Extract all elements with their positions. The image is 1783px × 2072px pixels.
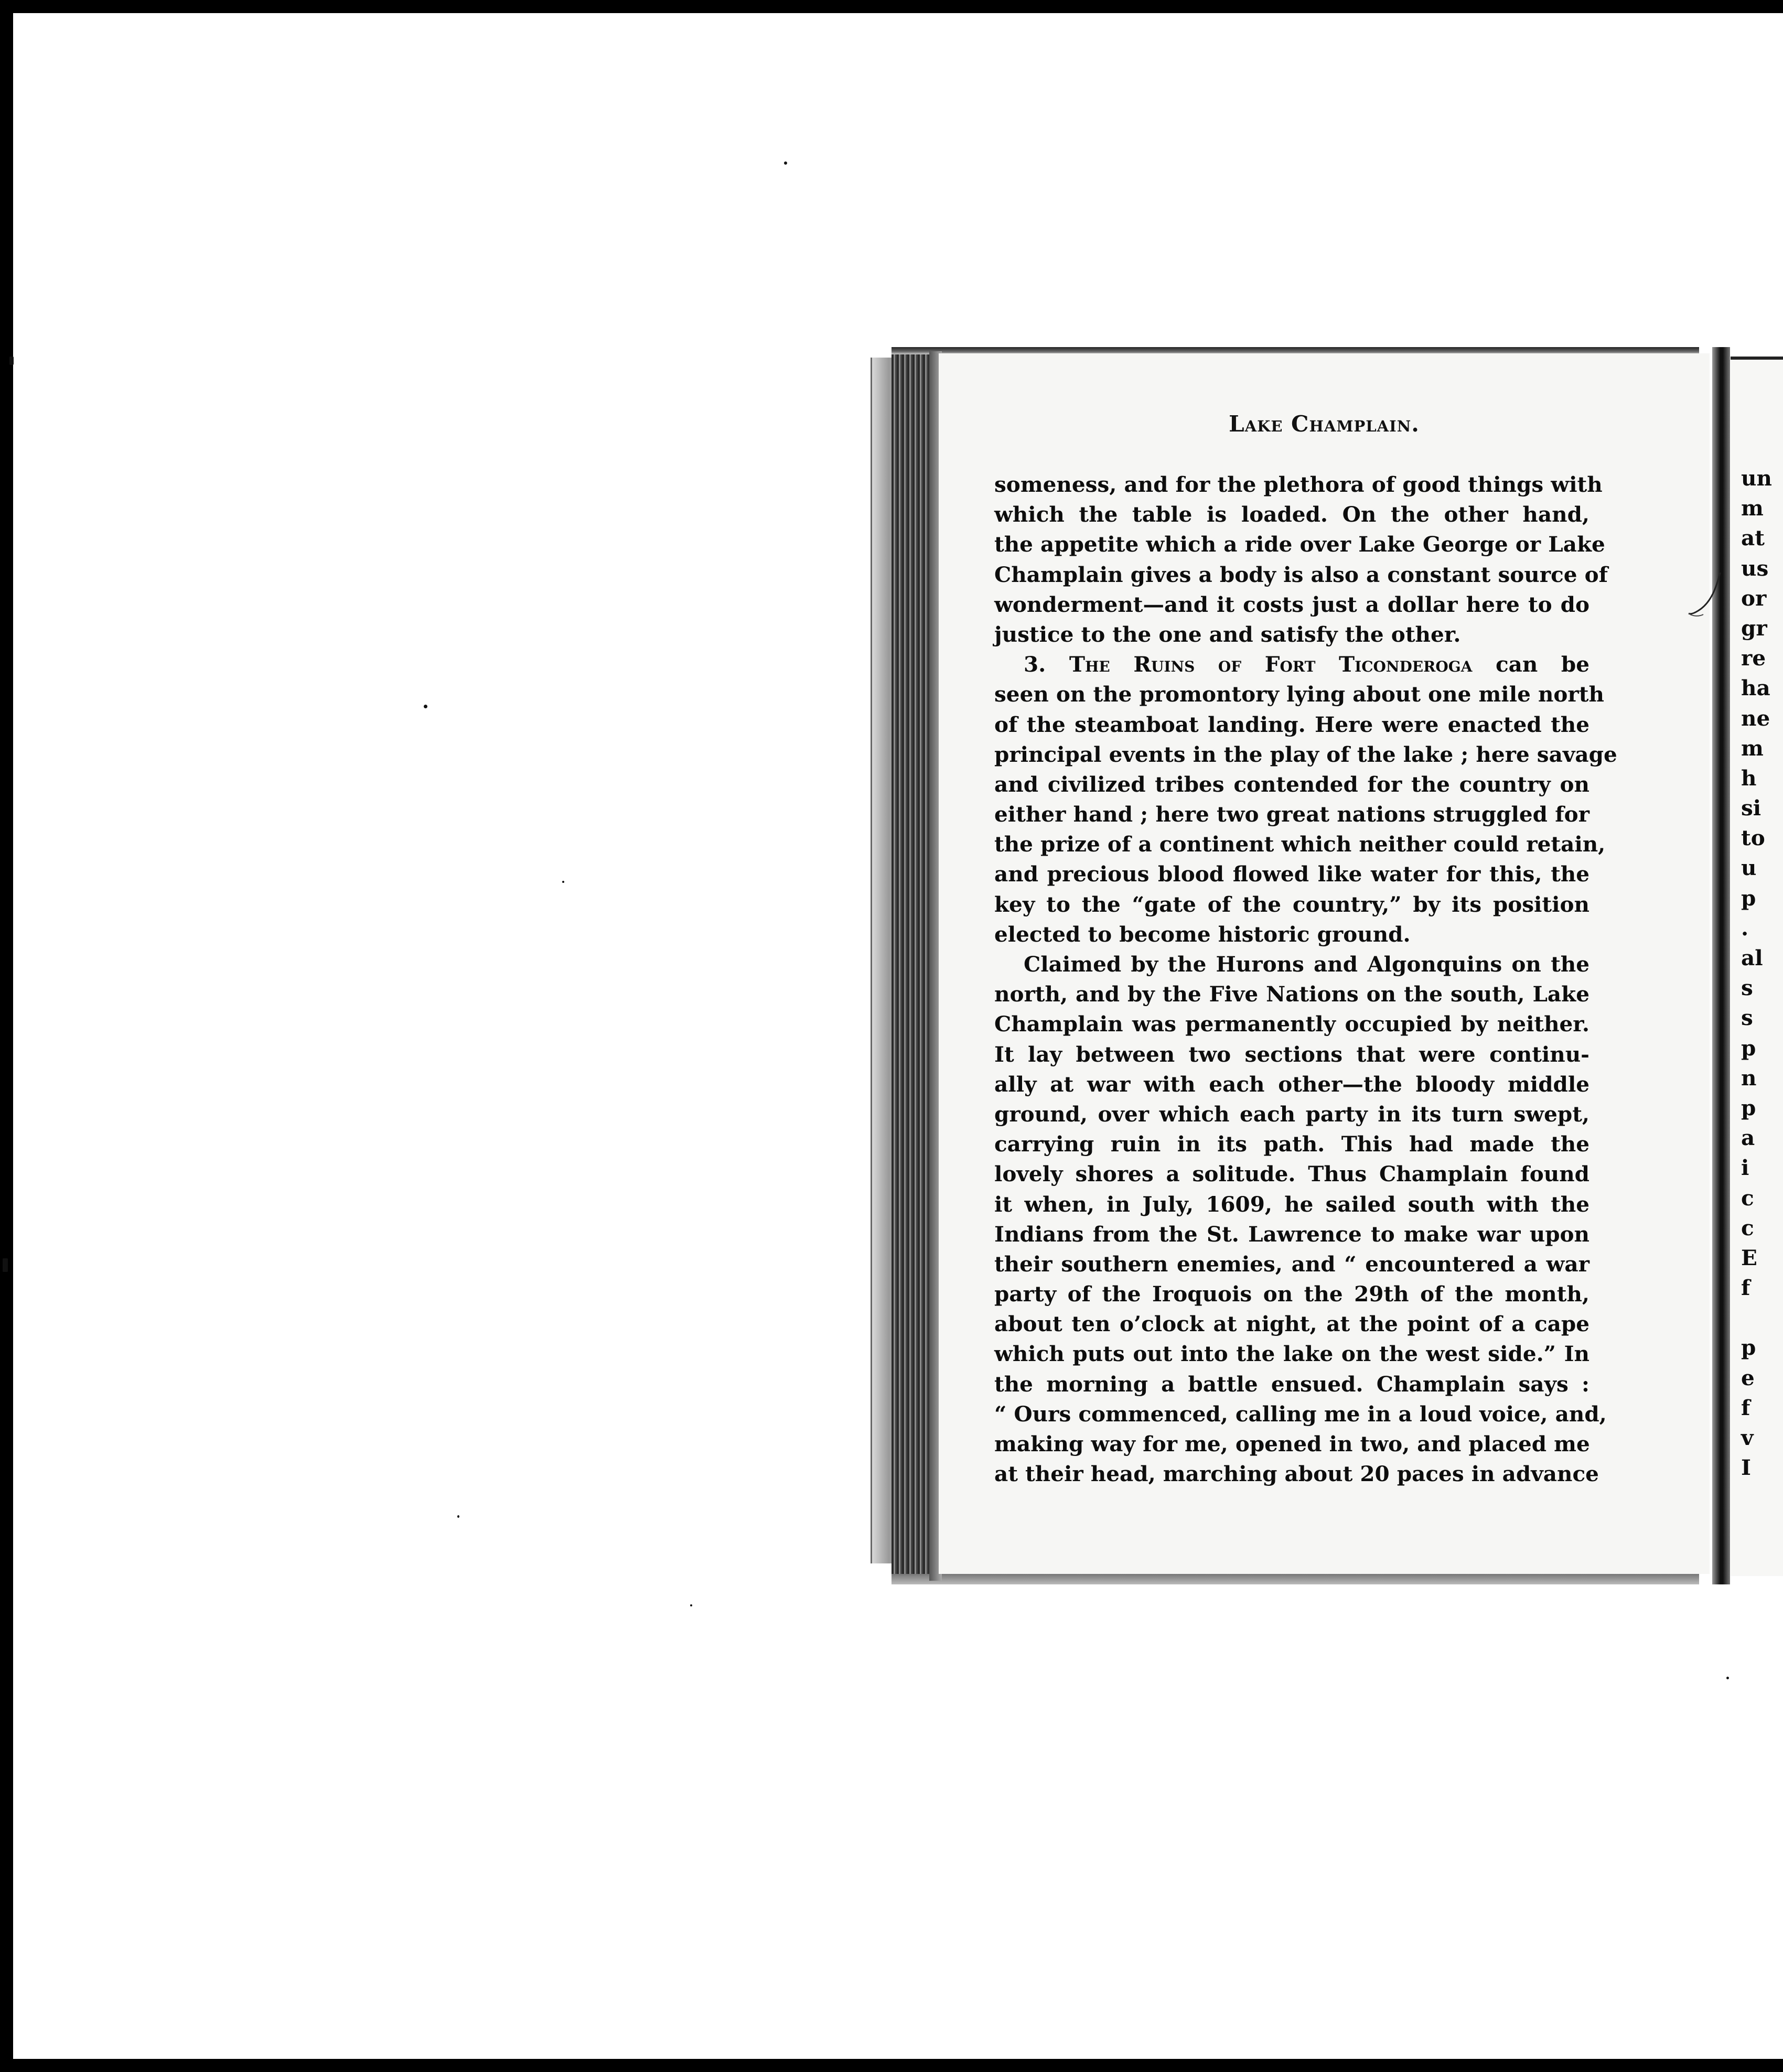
bookmark-thread (1688, 571, 1724, 619)
text-line: of the steamboat landing. Here were enacted the (994, 711, 1589, 737)
text-line: Claimed by the Hurons and Algonquins on the (1024, 952, 1589, 977)
section-number: 3. (1024, 652, 1046, 677)
text-line: Champlain was permanently occupied by neither. (994, 1011, 1589, 1037)
text-line: It lay between two sections that were continu- (994, 1041, 1589, 1067)
fragment-line: p (1741, 1335, 1756, 1361)
fragment-line: at (1741, 525, 1765, 551)
fragment-line: un (1741, 466, 1772, 491)
text-line: seen on the promontory lying about one mile north (994, 682, 1604, 707)
fragment-line: us (1741, 555, 1769, 581)
fragment-line: to (1741, 825, 1765, 851)
fragment-line: re (1741, 645, 1766, 671)
text-line: principal events in the play of the lake ; here savage (994, 741, 1617, 767)
text-line: either hand ; here two great nations struggled for (994, 802, 1589, 827)
text-line: elected to become historic ground. (994, 921, 1411, 947)
text-line: ground, over which each party in its turn swept, (994, 1101, 1589, 1127)
fragment-line: n (1741, 1065, 1757, 1091)
text-line: lovely shores a solitude. Thus Champlain found (994, 1161, 1589, 1187)
fragment-line: al (1741, 945, 1763, 970)
text-line: and precious blood flowed like water for this, the (994, 861, 1589, 887)
scan-speck (784, 161, 787, 165)
text-line: about ten o’clock at night, at the point of a cape (994, 1311, 1589, 1337)
fragment-line: e (1741, 1365, 1755, 1390)
text-line: ally at war with each other—the bloody middle (994, 1071, 1589, 1097)
running-head: Lake Champlain. (1229, 411, 1420, 437)
fragment-line: m (1741, 495, 1764, 521)
scan-speck (562, 881, 564, 883)
text-line: justice to the one and satisfy the other. (994, 621, 1461, 647)
text-line: at their head, marching about 20 paces in advance (994, 1461, 1599, 1487)
fragment-line: s (1741, 1005, 1753, 1031)
fragment-line: u (1741, 855, 1757, 881)
fragment-line: I (1741, 1455, 1751, 1481)
text-line: party of the Iroquois on the 29th of the month, (994, 1281, 1589, 1307)
fragment-line: ha (1741, 675, 1770, 701)
fragment-line: a (1741, 1125, 1755, 1151)
text-line: Champlain gives a body is also a constant source of (994, 562, 1608, 587)
fragment-line (1741, 1303, 1783, 1333)
scan-speck (690, 1604, 692, 1606)
page-body (994, 470, 1617, 1489)
fragment-line: ne (1741, 705, 1770, 731)
fragment-line: v (1741, 1425, 1754, 1450)
fragment-line: m (1741, 735, 1764, 761)
text-line: “ Ours commenced, calling me in a loud voice, and, (994, 1401, 1607, 1427)
open-book (871, 347, 1783, 1584)
section-heading-line (994, 650, 1589, 679)
scan-speck (9, 357, 14, 365)
text-line: which puts out into the lake on the west side.” In (994, 1341, 1589, 1367)
book-spine (1712, 347, 1730, 1584)
text-line: north, and by the Five Nations on the south, Lake (994, 981, 1589, 1007)
scan-speck (424, 705, 427, 708)
text-line: making way for me, opened in two, and placed me (994, 1431, 1590, 1456)
fragment-line: f (1741, 1395, 1750, 1420)
fragment-line: gr (1741, 615, 1767, 641)
left-page (939, 353, 1710, 1574)
text-line: key to the “gate of the country,” by its position (994, 891, 1589, 917)
text-line: Indians from the St. Lawrence to make war upon (994, 1221, 1589, 1247)
fragment-line: p (1741, 1095, 1756, 1120)
right-page-fragments (1741, 463, 1783, 1483)
fragment-line: s (1741, 975, 1753, 1001)
scan-speck (457, 1515, 459, 1518)
fragment-line: i (1741, 1155, 1749, 1181)
text-line: and civilized tribes contended for the country on (994, 771, 1589, 797)
scan-speck (1726, 1677, 1729, 1679)
section-heading: The Ruins of Fort Ticonderoga (1069, 652, 1473, 677)
text-line: which the table is loaded. On the other hand, (994, 502, 1589, 527)
fragment-line: . (1741, 915, 1749, 941)
text-line: it when, in July, 1609, he sailed south with the (994, 1191, 1589, 1217)
page-edges (892, 347, 933, 1584)
scan-speck (3, 1258, 8, 1272)
fragment-line: f (1741, 1275, 1750, 1301)
text-line: wonderment—and it costs just a dollar here to do (994, 591, 1589, 617)
fragment-line: c (1741, 1215, 1754, 1240)
fragment-line: si (1741, 795, 1761, 821)
fragment-line: or (1741, 585, 1767, 611)
fragment-line: c (1741, 1185, 1754, 1211)
fragment-line: h (1741, 765, 1757, 791)
text-line: their southern enemies, and “ encountered a war (994, 1251, 1589, 1277)
text-line: carrying ruin in its path. This had made the (994, 1131, 1589, 1157)
fragment-line: p (1741, 885, 1756, 911)
section-heading-tail: can be (1496, 652, 1589, 677)
text-line: someness, and for the plethora of good things with (994, 472, 1603, 497)
text-line: the morning a battle ensued. Champlain says : (994, 1371, 1589, 1397)
text-line: the appetite which a ride over Lake George or Lake (994, 532, 1605, 557)
page-bottom-edge (892, 1574, 1699, 1584)
fragment-line: p (1741, 1035, 1756, 1061)
text-line: the prize of a continent which neither could retain, (994, 832, 1606, 857)
fragment-line: E (1741, 1245, 1757, 1270)
